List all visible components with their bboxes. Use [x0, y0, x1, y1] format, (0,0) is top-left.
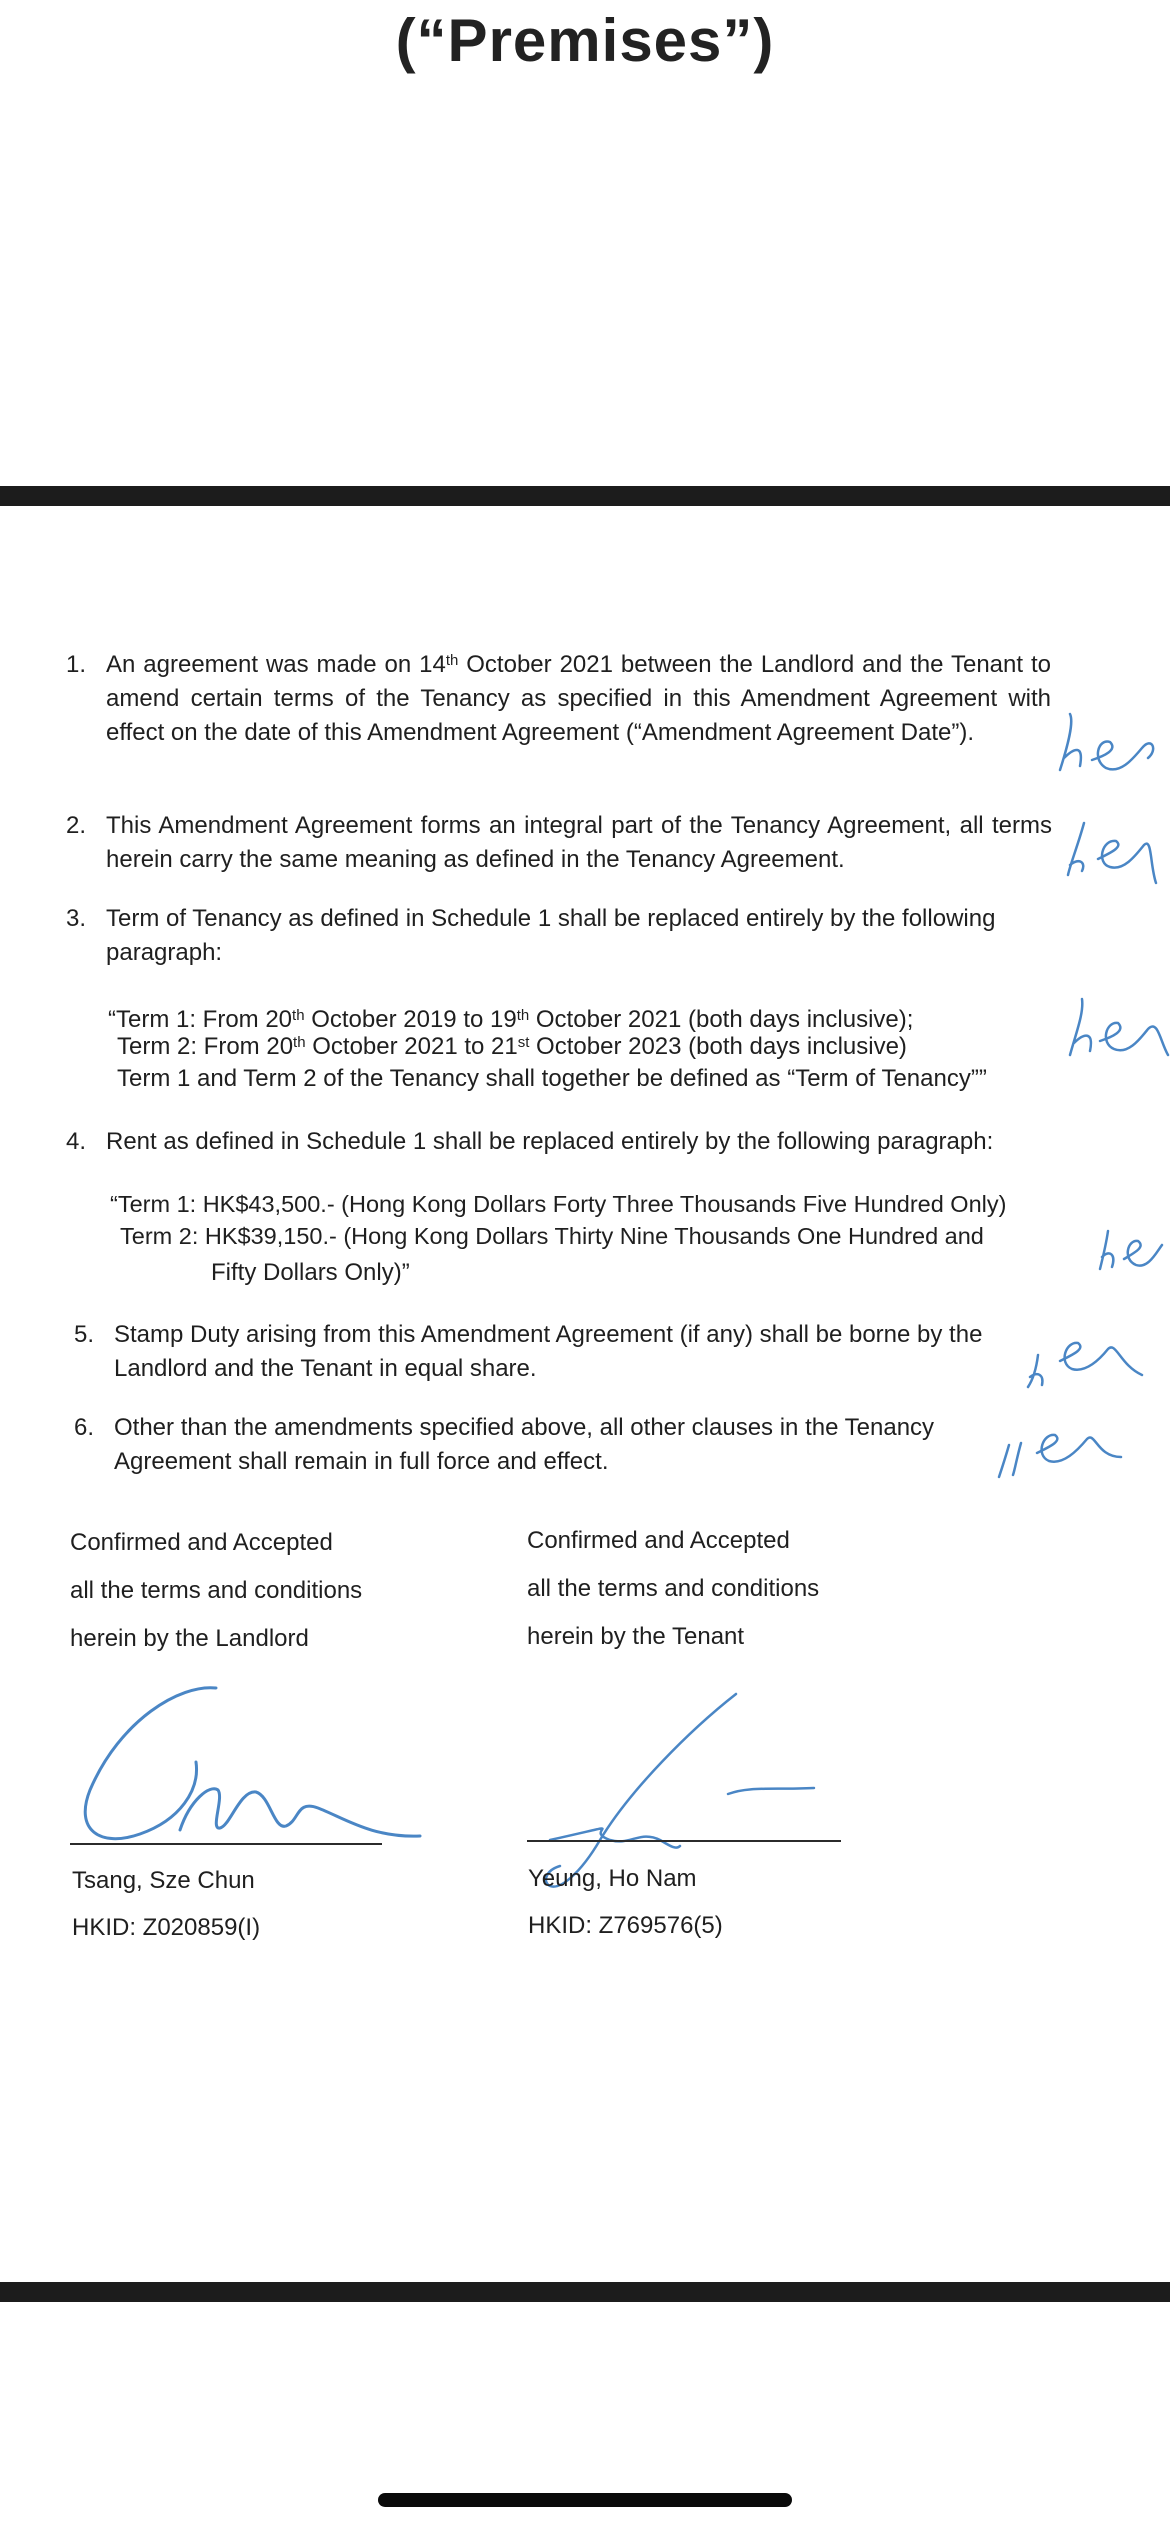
landlord-signature [60, 1680, 430, 1860]
clause-text: Stamp Duty arising from this Amendment Agreement (if any) shall be borne by the Landlord and the Tenant in equal share. [114, 1321, 983, 1382]
rent-term-1-line: “Term 1: HK$43,500.- (Hong Kong Dollars Forty Three Thousands Five Hundred Only) [110, 1191, 1007, 1217]
tenant-confirmation [527, 1517, 819, 1661]
term-1-line: “Term 1: From 20th October 2019 to 19th October 2021 (both days inclusive); [108, 1006, 914, 1033]
confirm-line: all the terms and conditions [70, 1577, 363, 1604]
initial-mark-clause-6 [975, 1405, 1135, 1495]
initial-mark-clause-2 [1040, 805, 1170, 895]
clause-number: 4. [66, 1128, 87, 1155]
clause-number: 3. [66, 905, 87, 932]
landlord-confirmation [70, 1519, 362, 1663]
bottom-divider-bar [0, 2282, 1170, 2302]
clause-text: This Amendment Agreement forms an integral part of the Tenancy Agreement, all terms herein carry the same meaning as defined in the Tenancy Agreement. [106, 812, 1052, 873]
document-title: (“Premises”) [395, 7, 775, 74]
tenant-name: Yeung, Ho Nam [528, 1865, 697, 1892]
clause-text: Term of Tenancy as defined in Schedule 1 shall be replaced entirely by the following paragraph: [106, 905, 996, 966]
rent-term-2-continued: Fifty Dollars Only)” [211, 1259, 410, 1286]
clause-text: Other than the amendments specified above, all other clauses in the Tenancy Agreement shall remain in full force and effect. [114, 1414, 935, 1475]
initial-mark-clause-3 [1050, 985, 1170, 1075]
clause-number: 6. [74, 1414, 95, 1441]
term-definition-line: Term 1 and Term 2 of the Tenancy shall together be defined as “Term of Tenancy”” [117, 1065, 987, 1092]
landlord-name: Tsang, Sze Chun [72, 1867, 255, 1894]
tenant-hkid: HKID: Z769576(5) [528, 1912, 723, 1939]
clause-text: Rent as defined in Schedule 1 shall be replaced entirely by the following paragraph: [106, 1128, 994, 1155]
home-indicator[interactable] [378, 2493, 792, 2507]
clause-5 [74, 1318, 1054, 1386]
clause-1 [66, 648, 1051, 750]
clause-4 [66, 1125, 1066, 1159]
top-divider-bar [0, 486, 1170, 506]
landlord-hkid: HKID: Z020859(I) [72, 1914, 261, 1941]
initial-mark-clause-5 [1010, 1315, 1160, 1405]
initial-mark-clause-1 [1040, 700, 1170, 790]
clause-number: 1. [66, 651, 87, 678]
confirm-line: Confirmed and Accepted [527, 1527, 790, 1554]
initial-mark-clause-4 [1090, 1205, 1170, 1295]
confirm-line: Confirmed and Accepted [70, 1529, 333, 1556]
clause-number: 2. [66, 812, 87, 839]
clause-3 [66, 902, 1066, 970]
clause-6 [74, 1411, 1024, 1479]
clause-2 [66, 809, 1052, 877]
confirm-line: all the terms and conditions [527, 1575, 820, 1602]
landlord-signature-line [70, 1843, 382, 1845]
confirm-line: herein by the Tenant [527, 1623, 745, 1650]
rent-term-2-line: Term 2: HK$39,150.- (Hong Kong Dollars Thirty Nine Thousands One Hundred and [120, 1223, 984, 1249]
clause-text: An agreement was made on 14th October 2021 between the Landlord and the Tenant to amend certain terms of the Tenancy as specified in this Amendment Agreement with effect on the date of this Amendment Agreement (“Amendment Agreement Date”). [106, 651, 1051, 746]
term-2-line: Term 2: From 20th October 2021 to 21st October 2023 (both days inclusive) [117, 1033, 907, 1060]
confirm-line: herein by the Landlord [70, 1625, 309, 1652]
clause-number: 5. [74, 1321, 95, 1348]
tenant-signature-line [527, 1840, 841, 1842]
